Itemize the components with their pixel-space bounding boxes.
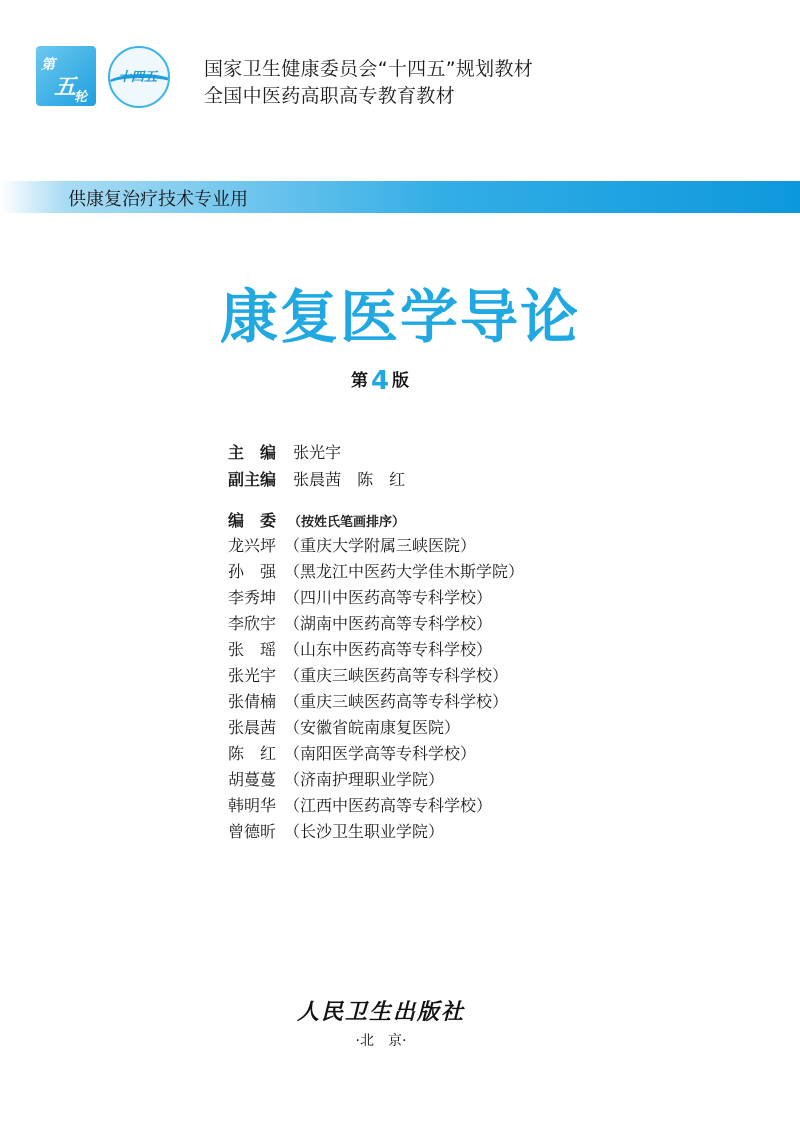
committee-member: [228, 637, 524, 663]
committee-label: 编 委: [228, 511, 277, 530]
committee-member: [228, 715, 524, 741]
committee-member: [228, 689, 524, 715]
member-name: 曾德昕: [228, 822, 277, 841]
member-name: 龙兴坪: [228, 536, 277, 555]
committee-member-list: [228, 533, 524, 845]
member-name: 张 瑶: [228, 640, 277, 659]
edition-suffix: 版: [392, 371, 410, 391]
deputy-editor-row: [228, 467, 524, 494]
committee-member: [228, 559, 524, 585]
member-organization: （安徽省皖南康复医院）: [284, 718, 461, 737]
member-name: 胡蔓蔓: [228, 770, 277, 789]
member-name: 张光宇: [228, 666, 277, 685]
member-organization: （南阳医学高等专科学校）: [284, 744, 477, 763]
member-organization: （山东中医药高等专科学校）: [284, 640, 493, 659]
committee-member: [228, 663, 524, 689]
committee-member: [228, 741, 524, 767]
committee-member: [228, 585, 524, 611]
committee-note: （按姓氏笔画排序）: [288, 515, 406, 530]
edition-prefix: 第: [350, 371, 368, 391]
editors-section: [228, 440, 524, 845]
deputy-editor-names: 张晨茜 陈 红: [293, 470, 406, 489]
chief-editor-row: [228, 440, 524, 467]
committee-member: [228, 819, 524, 845]
committee-member: [228, 611, 524, 637]
chief-editor-name: 张光宇: [293, 443, 342, 462]
member-name: 李秀坤: [228, 588, 277, 607]
member-name: 韩明华: [228, 796, 277, 815]
member-name: 陈 红: [228, 744, 277, 763]
member-name: 张晨茜: [228, 718, 277, 737]
logo-group: [36, 46, 186, 112]
publisher-city: ·北 京·: [355, 1033, 407, 1049]
committee-member: [228, 533, 524, 559]
chief-editor-label: 主 编: [228, 443, 277, 462]
member-organization: （重庆三峡医药高等专科学校）: [284, 666, 509, 685]
member-name: 张倩楠: [228, 692, 277, 711]
edition-label: [0, 366, 760, 396]
member-organization: （长沙卫生职业学院）: [284, 822, 445, 841]
member-organization: （四川中医药高等专科学校）: [284, 588, 493, 607]
member-organization: （黑龙江中医药大学佳木斯学院）: [284, 562, 525, 581]
series-line-1: 国家卫生健康委员会“十四五”规划教材: [204, 58, 534, 80]
book-title: 康复医学导论: [219, 283, 580, 351]
fourteenth-five-year-logo: [108, 46, 170, 108]
member-organization: （江西中医药高等专科学校）: [284, 796, 493, 815]
series-heading: [204, 56, 533, 110]
fifth-round-logo: 第 五 轮: [36, 46, 96, 106]
member-name: 孙 强: [228, 562, 277, 581]
member-organization: （重庆大学附属三峡医院）: [284, 536, 477, 555]
committee-member: [228, 793, 524, 819]
audience-text: 供康复治疗技术专业用: [68, 189, 248, 210]
member-name: 李欣宇: [228, 614, 277, 633]
publisher-name: 人民卫生出版社: [296, 999, 465, 1025]
committee-heading: [228, 508, 524, 533]
logo-circle-text: 十四五: [118, 70, 158, 85]
audience-band: [0, 181, 800, 213]
member-organization: （湖南中医药高等专科学校）: [284, 614, 493, 633]
edition-number: 4: [370, 366, 390, 396]
member-organization: （重庆三峡医药高等专科学校）: [284, 692, 509, 711]
series-line-2: 全国中医药高职高专教育教材: [204, 85, 455, 107]
member-organization: （济南护理职业学院）: [284, 770, 445, 789]
deputy-editor-label: 副主编: [228, 470, 277, 489]
committee-member: [228, 767, 524, 793]
